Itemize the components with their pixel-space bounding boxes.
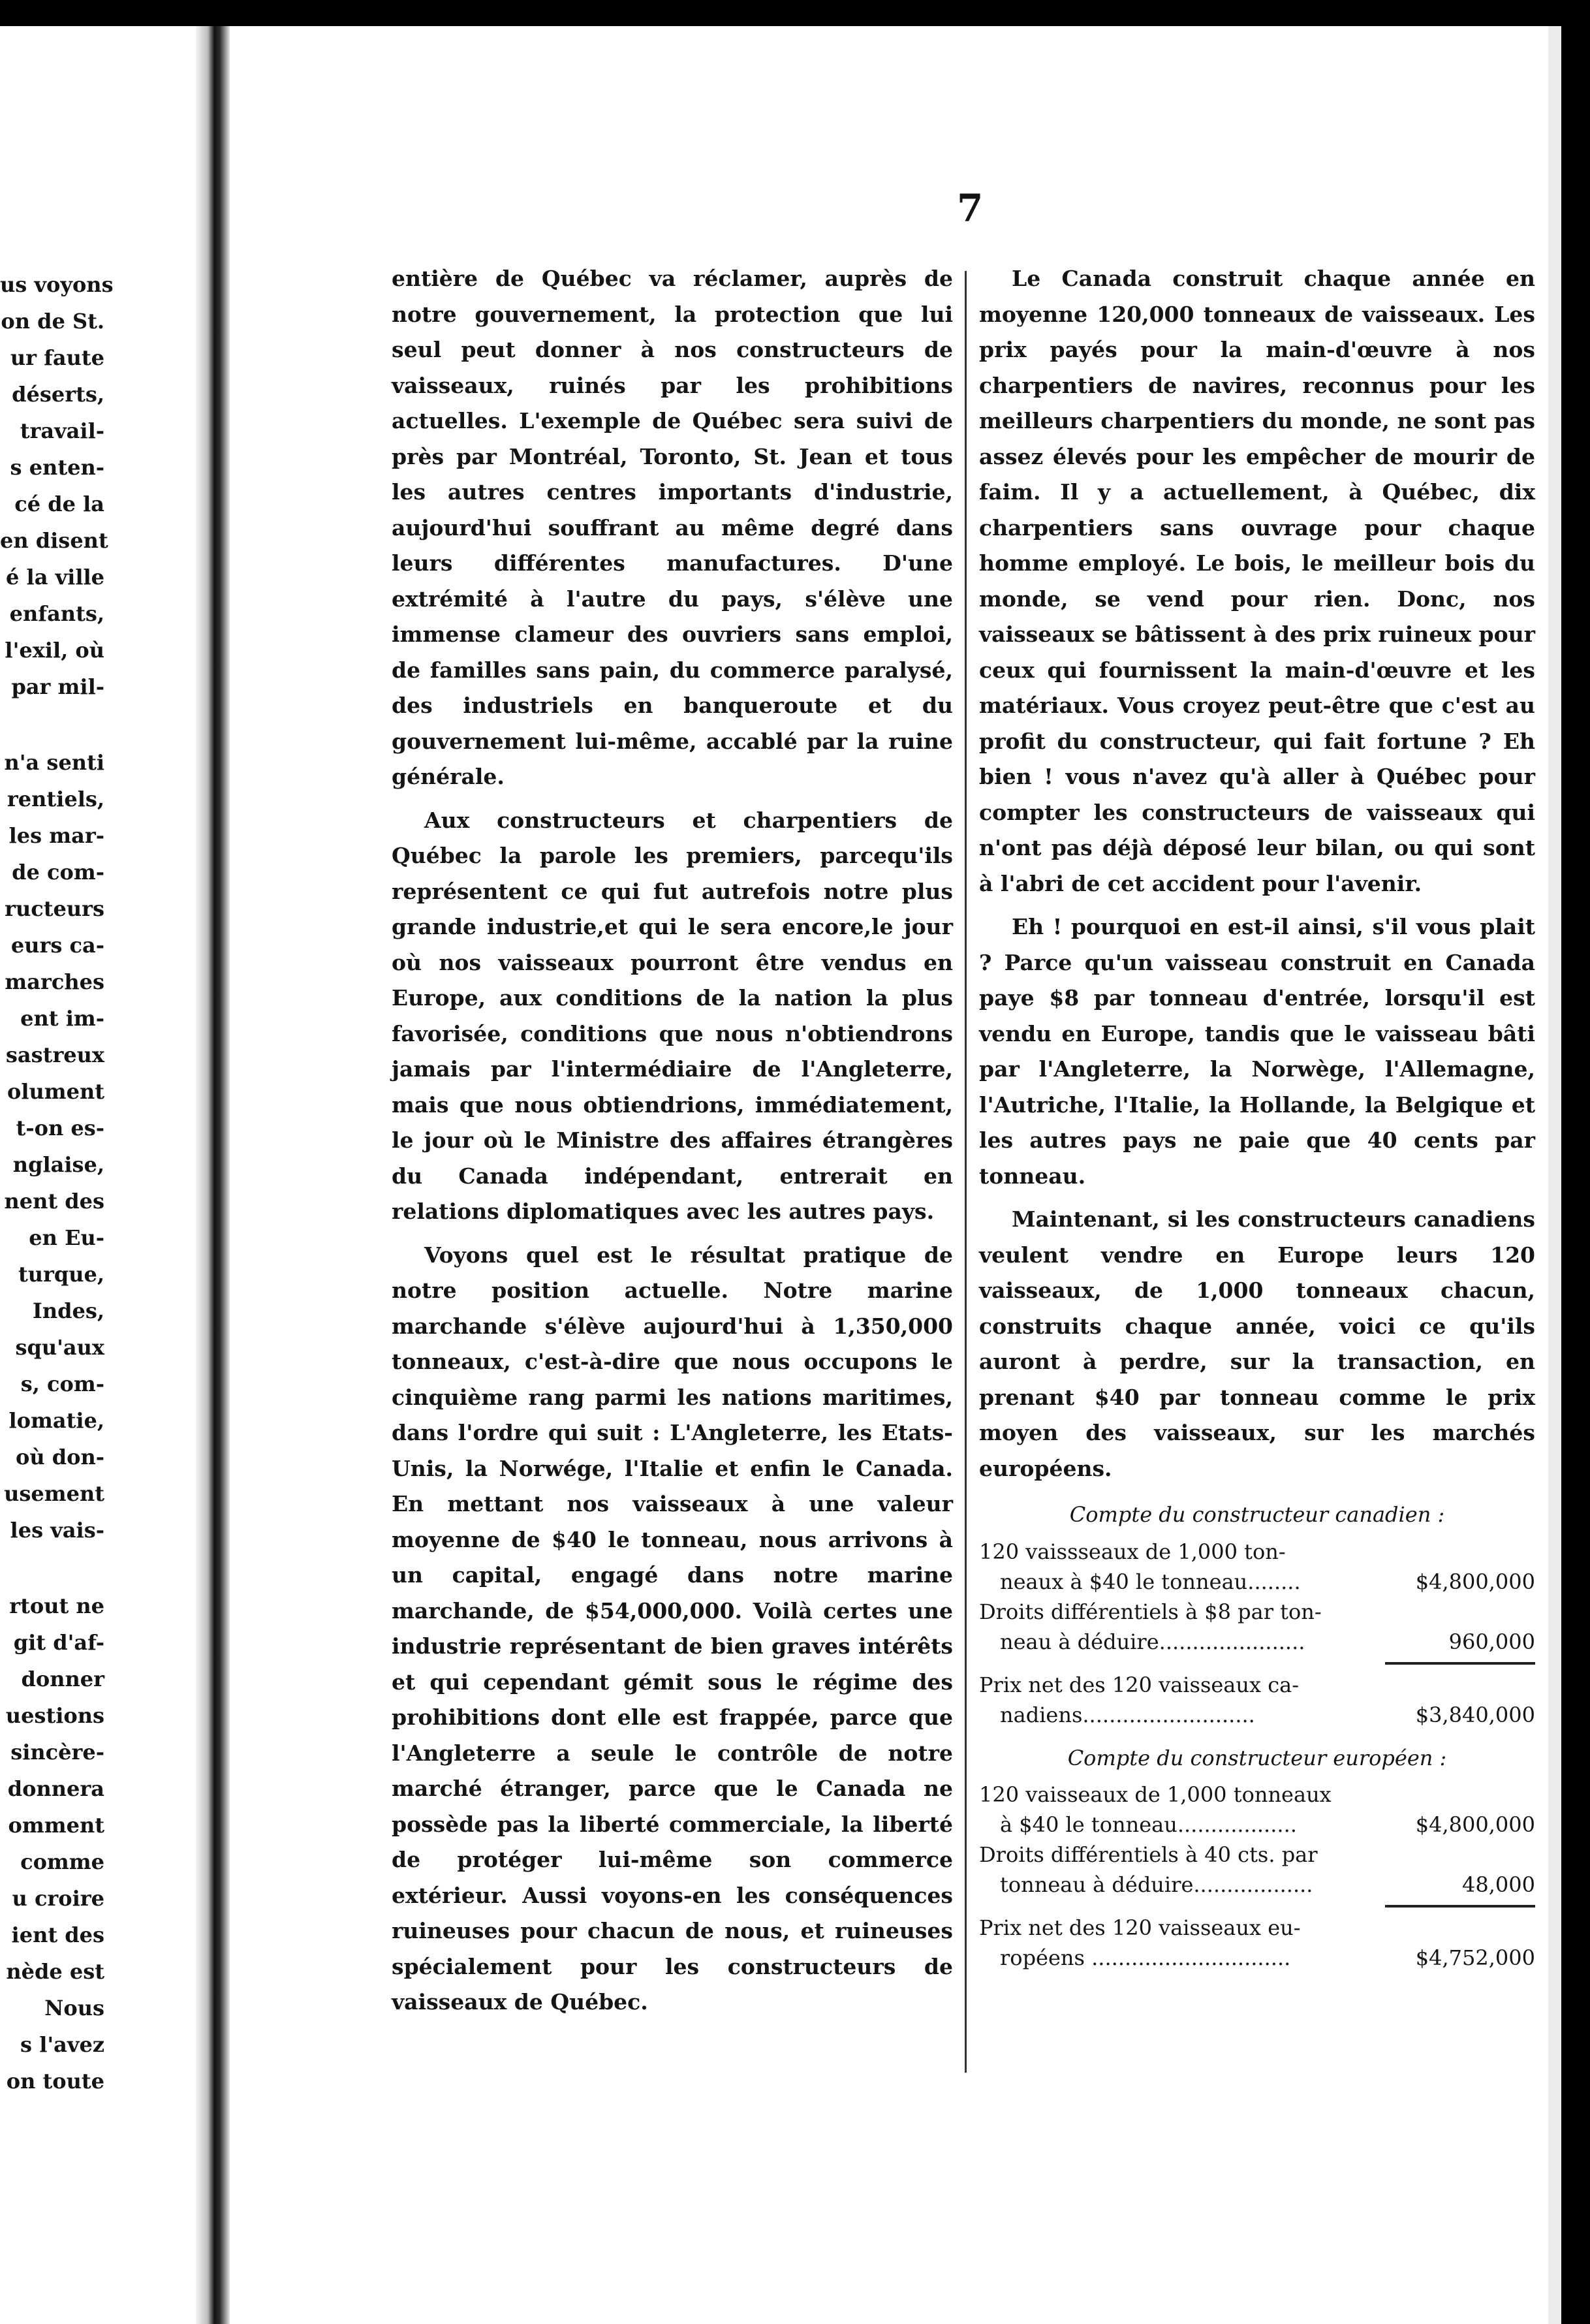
fragment-line: us voyons	[0, 272, 114, 297]
fragment-line: nglaise,	[12, 1152, 104, 1177]
account-total	[979, 1700, 1535, 1730]
account-label: nadiens..........................	[1000, 1702, 1255, 1727]
fragment-line: turque,	[18, 1262, 104, 1287]
fragment-line: les mar-	[8, 823, 104, 848]
account-amount: $4,752,000	[1415, 1945, 1535, 1970]
fragment-line: où don-	[15, 1445, 104, 1469]
account-line	[979, 1810, 1535, 1840]
fragment-line: olument	[7, 1079, 104, 1104]
fragment-line: omment	[8, 1813, 104, 1838]
fragment-line: n'a senti	[4, 750, 104, 775]
fragment-line: marches	[5, 969, 104, 994]
paragraph: Voyons quel est le résultat pratique de notre position actuelle. Notre marine marchande s'élève aujourd'hui à 1,350,000 tonneaux, c'est-à-dire que nous occupons le cinquième rang parmi les nations maritimes, dans l'ordre qui suit : L'Angleterre, les Etats-Unis, la Norwége, l'Italie et enfin le Canada. En mettant nos vaisseaux à une valeur moyenne de $40 le tonneau, nous arrivons à un capital, engagé dans notre marine marchande, de $54,000,000. Voilà certes une industrie représentant de bien graves intérêts et qui cependant gémit sous le régime des prohibitions dont elle est frappée, parce que l'Angleterre a seule le contrôle de notre marché étranger, parce que le Canada ne possède pas la liberté commerciale, la liberté de protéger lui-même son commerce extérieur. Aussi voyons-en les conséquences ruineuses pour chacun de nous, et ruineuses spécialement pour les constructeurs de vaisseaux de Québec.	[392, 1242, 953, 2015]
fragment-line: Indes,	[32, 1298, 104, 1323]
account-line: 120 vaisseaux de 1,000 tonneaux	[979, 1782, 1332, 1807]
fragment-line: donnera	[7, 1776, 104, 1801]
account-amount: 960,000	[1448, 1629, 1535, 1654]
fragment-line: ur faute	[10, 345, 104, 370]
fragment-line: déserts,	[12, 382, 104, 407]
account-line: Prix net des 120 vaisseaux eu-	[979, 1915, 1301, 1940]
fragment-line: de com-	[12, 860, 104, 885]
column-divider	[965, 271, 967, 2073]
paragraph: entière de Québec va réclamer, auprès de notre gouvernement, la protection que lui seul peut donner à nos constructeurs de vaisseaux, ruinés par les prohibitions actuelles. L'exemple de Québec sera suivi de près par Montréal, Toronto, St. Jean et tous les autres centres importants d'industrie, aujourd'hui souffrant au même degré dans leurs différentes manufactures. D'une extrémité à l'autre du pays, s'élève une immense clameur des ouvriers sans emploi, de familles sans pain, du commerce paralysé, des industriels en banqueroute et du gouvernement lui-même, accablé par la ruine générale.	[392, 266, 953, 789]
account-amount: $3,840,000	[1415, 1702, 1535, 1727]
fragment-line: comme	[20, 1849, 104, 1874]
fragment-line: s, com-	[20, 1372, 104, 1396]
fragment-gap	[0, 1548, 104, 1588]
fragment-line: git d'af-	[13, 1630, 104, 1655]
fragment-line: lomatie,	[8, 1408, 104, 1433]
account-amount: $4,800,000	[1415, 1812, 1535, 1837]
fragment-line: eurs ca-	[10, 933, 104, 958]
fragment-line: nent des	[4, 1189, 104, 1214]
fragment-line: é la ville	[6, 565, 104, 589]
scan-border-right	[1561, 0, 1590, 2324]
account-line: 120 vaissseaux de 1,000 ton-	[979, 1539, 1286, 1564]
fragment-line: rtout ne	[9, 1594, 104, 1618]
account-european	[979, 1780, 1535, 1973]
paragraph: Aux constructeurs et charpentiers de Québec la parole les premiers, parcequ'ils représentent ce qui fut autrefois notre plus grande industrie,et qui le sera encore,le jour où nos vaisseaux pourront être vendus en Europe, aux conditions de la nation la plus favorisée, conditions que nous n'obtiendrons jamais par l'intermédiaire de l'Angleterre, mais que nous obtiendrions, immédiatement, le jour où le Ministre des affaires étrangères du Canada indépendant, entrerait en relations diplomatiques avec les autres pays.	[392, 807, 953, 1224]
fragment-line: on toute	[6, 2069, 104, 2094]
fragment-line: donner	[21, 1667, 104, 1691]
facing-page-fragments	[0, 266, 114, 2099]
fragment-line: uestions	[5, 1703, 104, 1728]
book-spine	[196, 26, 230, 2324]
account-canadian	[979, 1537, 1535, 1730]
fragment-line: ient des	[11, 1923, 104, 1947]
account-line: Droits différentiels à $8 par ton-	[979, 1599, 1322, 1624]
fragment-line: les vais-	[10, 1518, 104, 1543]
fragment-line: cé de la	[14, 492, 104, 516]
sum-rule	[1385, 1662, 1535, 1665]
fragment-line: Nous	[44, 1996, 104, 2020]
account-title-canadian: Compte du constructeur canadien :	[1069, 1502, 1445, 1527]
account-line	[979, 1627, 1535, 1657]
fragment-line: nède est	[6, 1959, 104, 1984]
fragment-line: l'exil, où	[5, 638, 104, 663]
paragraph: Maintenant, si les constructeurs canadiens veulent vendre en Europe leurs 120 vaisseaux, de 1,000 tonneaux chacun, construits chaque année, voici ce qu'ils auront à perdre, sur la transaction, en prenant $40 par tonneau comme le prix moyen des vaisseaux, sur les marchés européens.	[979, 1206, 1535, 1481]
fragment-line: squ'aux	[15, 1335, 104, 1360]
account-amount: $4,800,000	[1415, 1569, 1535, 1594]
fragment-line: en disent	[0, 528, 108, 553]
account-amount: 48,000	[1462, 1872, 1535, 1897]
account-title-european: Compte du constructeur européen :	[1067, 1745, 1447, 1770]
fragment-line: ructeurs	[5, 896, 104, 921]
sum-rule	[1385, 1905, 1535, 1908]
fragment-line: sincère-	[10, 1740, 104, 1765]
account-line: Prix net des 120 vaisseaux ca-	[979, 1672, 1300, 1697]
text-column-left	[392, 261, 953, 2028]
account-label: neau à déduire......................	[1000, 1629, 1305, 1654]
account-total	[979, 1943, 1535, 1973]
fragment-line: t-on es-	[16, 1116, 104, 1140]
account-label: neaux à $40 le tonneau........	[1000, 1569, 1301, 1594]
scan-border-top	[0, 0, 1590, 26]
fragment-line: ent im-	[20, 1006, 104, 1031]
fragment-line: par mil-	[11, 674, 104, 699]
account-line: Droits différentiels à 40 cts. par	[979, 1842, 1318, 1867]
fragment-gap	[0, 705, 104, 744]
fragment-line: on de St.	[1, 309, 104, 334]
account-line	[979, 1567, 1535, 1597]
account-label: tonneau à déduire..................	[1000, 1872, 1313, 1897]
page-edge	[1548, 26, 1561, 2324]
paragraph: Le Canada construit chaque année en moyenne 120,000 tonneaux de vaisseaux. Les prix payés pour la main-d'œuvre à nos charpentiers de navires, reconnus pour les meilleurs charpentiers du monde, ne sont pas assez élevés pour les empêcher de mourir de faim. Il y a actuellement, à Québec, dix charpentiers sans ouvrage pour chaque homme employé. Le bois, le meilleur bois du monde, se vend pour rien. Donc, nos vaisseaux se bâtissent à des prix ruineux pour ceux qui fournissent la main-d'œuvre et les matériaux. Vous croyez peut-être que c'est au profit du constructeur, qui fait fortune ? Eh bien ! vous n'avez qu'à aller à Québec pour compter les constructeurs de vaisseaux qui n'ont pas déjà déposé leur bilan, ou qui sont à l'abri de cet accident pour l'avenir.	[979, 266, 1535, 896]
fragment-line: rentiels,	[7, 787, 104, 811]
account-label: à $40 le tonneau..................	[1000, 1812, 1297, 1837]
fragment-line: sastreux	[5, 1043, 104, 1067]
fragment-line: travail-	[20, 418, 104, 443]
fragment-line: en Eu-	[29, 1225, 104, 1250]
paragraph: Eh ! pourquoi en est-il ainsi, s'il vous plait ? Parce qu'un vaisseau construit en Canada paye $8 par tonneau d'entrée, lorsqu'il est vendu en Europe, tandis que le vaisseau bâti par l'Angleterre, la Norwège, l'Allemagne, l'Autriche, l'Italie, la Hollande, la Belgique et les autres pays ne paie que 40 cents par tonneau.	[979, 914, 1535, 1189]
fragment-line: u croire	[12, 1886, 104, 1911]
fragment-line: s l'avez	[20, 2032, 104, 2057]
text-column-right	[979, 261, 1535, 1973]
fragment-line: s enten-	[10, 455, 104, 480]
fragment-line: usement	[4, 1481, 104, 1506]
account-label: ropéens ..............................	[1000, 1945, 1291, 1970]
account-line	[979, 1870, 1535, 1900]
page-number: 7	[957, 186, 984, 230]
fragment-line: enfants,	[9, 601, 104, 626]
